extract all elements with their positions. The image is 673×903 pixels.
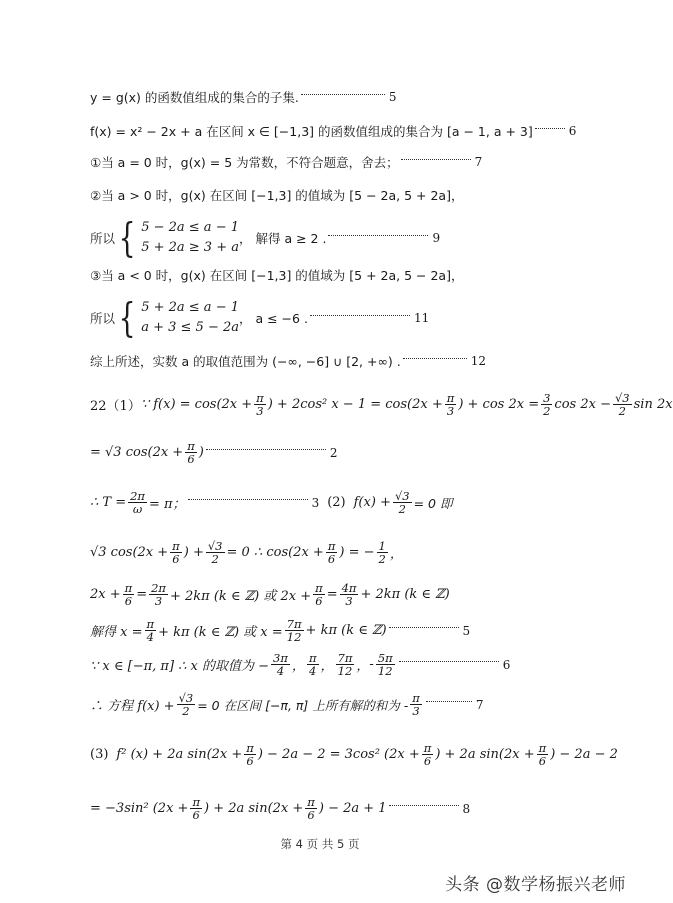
fraction xyxy=(177,692,196,717)
score-mark: 3 xyxy=(311,495,320,510)
denominator: 6 xyxy=(423,754,432,769)
fraction xyxy=(410,692,422,717)
fraction xyxy=(145,618,157,643)
denominator: 6 xyxy=(192,808,200,823)
expr-part: ) + 2a sin(2x + xyxy=(204,801,304,817)
score-mark: 12 xyxy=(470,354,486,368)
numerator: π xyxy=(315,581,323,595)
numerator: 2π xyxy=(151,581,166,595)
fraction xyxy=(149,582,168,607)
fraction xyxy=(190,796,202,821)
expr-part: = xyxy=(326,587,338,603)
denominator: 4 xyxy=(309,664,317,679)
denominator: 6 xyxy=(315,594,323,609)
expr-part: √3 cos(2x + xyxy=(90,545,169,561)
fraction xyxy=(271,652,290,677)
expr-part: + 2kπ (k ∈ ℤ) 或 2x + xyxy=(169,589,312,605)
line-7-prefix: 所以 xyxy=(90,311,116,327)
expr-part: - xyxy=(369,657,374,673)
fraction xyxy=(377,540,388,565)
denominator: 6 xyxy=(187,452,195,467)
denominator: 12 xyxy=(337,664,353,679)
expr-part: = 0 即 xyxy=(413,495,453,511)
expr-part: 解得 x = xyxy=(90,625,143,641)
expr-part: ) + 2a sin(2x + xyxy=(435,747,535,763)
fraction xyxy=(376,652,395,677)
line-5-prefix: 所以 xyxy=(90,231,116,247)
numerator: π xyxy=(187,439,195,453)
line-6 xyxy=(90,266,463,284)
denominator: 4 xyxy=(276,664,285,679)
fraction xyxy=(128,490,147,515)
denominator: 12 xyxy=(377,664,393,679)
expr-part: = 0 ∴ cos(2x + xyxy=(226,545,324,561)
leader-dots xyxy=(206,449,326,450)
expr-part: f(x) + xyxy=(353,495,391,511)
denominator: 2 xyxy=(211,552,219,567)
separator: ， xyxy=(356,659,370,675)
score-mark: 11 xyxy=(413,311,430,326)
numerator: π xyxy=(327,539,336,553)
score-mark: 2 xyxy=(329,445,338,460)
fraction xyxy=(123,582,135,607)
fraction xyxy=(307,652,319,677)
denominator: 2 xyxy=(378,552,386,567)
expr-part: ) + cos 2x = xyxy=(458,397,540,413)
fraction xyxy=(422,742,434,767)
numerator: √3 xyxy=(178,691,194,705)
expr-part: = π； xyxy=(148,497,186,513)
expr-part: ∵ x ∈ [−π, π] ∴ x 的取值为 − xyxy=(90,659,270,675)
expr-part: ) + xyxy=(183,545,204,561)
leader-dots xyxy=(301,94,385,95)
line-9 xyxy=(90,392,673,417)
expr-part: = √3 cos(2x + xyxy=(90,445,184,461)
line-18 xyxy=(90,796,470,821)
line-12 xyxy=(90,540,403,565)
denominator: 2 xyxy=(182,704,190,719)
line-8 xyxy=(90,352,486,370)
line-13 xyxy=(90,582,450,607)
part-label: (2) xyxy=(327,495,346,511)
fraction xyxy=(537,742,549,767)
fraction xyxy=(541,392,552,417)
line-1 xyxy=(90,88,397,106)
separator: ， xyxy=(291,659,305,675)
leader-dots xyxy=(401,159,471,160)
denominator: 6 xyxy=(538,754,547,769)
numerator: π xyxy=(423,741,432,755)
problem-label: 22（1） xyxy=(90,399,141,415)
numerator: π xyxy=(412,691,420,705)
denominator: ω xyxy=(132,502,143,517)
brace-symbol: { xyxy=(118,295,136,342)
leader-dots xyxy=(389,805,459,806)
numerator: 5π xyxy=(377,651,393,665)
expr-part: ) xyxy=(198,445,204,461)
fraction xyxy=(313,582,325,607)
score-mark: 6 xyxy=(502,657,511,672)
line-5-suffix: ， 解得 a ≥ 2 . xyxy=(239,231,327,247)
score-mark: 7 xyxy=(474,155,483,169)
leader-dots xyxy=(310,315,410,316)
score-mark: 8 xyxy=(462,801,471,816)
numerator: π xyxy=(192,795,200,809)
score-mark: 5 xyxy=(388,90,397,104)
expr-part: ) − 2a − 2 xyxy=(550,747,618,763)
expr-part: + kπ (k ∈ ℤ) xyxy=(305,623,387,639)
score-mark: 5 xyxy=(462,623,471,638)
expr-part: ) = − xyxy=(339,545,375,561)
fraction xyxy=(185,440,197,465)
fraction xyxy=(254,392,266,417)
denominator: 12 xyxy=(286,630,302,645)
score-mark: 7 xyxy=(475,697,484,712)
fraction xyxy=(336,652,355,677)
numerator: 3π xyxy=(273,651,288,665)
numerator: √3 xyxy=(207,539,223,553)
system-row-1: 5 + 2a ≤ a − 1 xyxy=(141,300,239,315)
leader-dots xyxy=(426,701,472,702)
expr-part: 2x + xyxy=(90,587,121,603)
denominator: 6 xyxy=(124,594,133,609)
line-2 xyxy=(90,122,576,140)
denominator: 4 xyxy=(146,630,154,645)
numerator: π xyxy=(146,617,155,631)
expr-part: ∵ f(x) = cos(2x + xyxy=(140,397,253,413)
line-14 xyxy=(90,618,470,643)
denominator: 2 xyxy=(398,502,406,517)
leader-dots xyxy=(328,235,428,236)
inequality-system xyxy=(141,298,239,338)
leader-dots xyxy=(389,627,459,628)
fraction xyxy=(206,540,225,565)
denominator: 6 xyxy=(327,552,336,567)
numerator: π xyxy=(124,581,133,595)
numerator: 2π xyxy=(130,489,145,503)
line-6-text: ③当 a < 0 时，g(x) 在区间 [−1,3] 的值域为 [5 + 2a, 5 − 2a]， xyxy=(90,268,464,283)
expr-part: cos 2x − xyxy=(554,397,611,413)
expr-part: ) − 2a + 1 xyxy=(318,801,387,817)
expr-part: f² (x) + 2a sin(2x + xyxy=(116,747,243,763)
numerator: π xyxy=(307,795,315,809)
leader-dots xyxy=(188,499,308,500)
fraction xyxy=(326,540,338,565)
brace-symbol: { xyxy=(118,215,136,262)
part-label: (3) xyxy=(90,747,109,763)
expr-part: = xyxy=(136,587,148,603)
denominator: 3 xyxy=(154,594,163,609)
line-7-suffix: ， a ≤ −6 . xyxy=(239,311,308,327)
line-15 xyxy=(90,652,510,677)
fraction xyxy=(340,582,359,607)
numerator: π xyxy=(538,741,547,755)
expr-part: ∴ 方程 f(x) + xyxy=(90,699,175,715)
numerator: 4π xyxy=(341,581,357,595)
leader-dots xyxy=(535,128,565,129)
denominator: 6 xyxy=(307,808,315,823)
line-10 xyxy=(90,440,337,465)
expr-part: ) + 2cos² x − 1 = cos(2x + xyxy=(267,397,443,413)
fraction xyxy=(244,742,256,767)
line-8-text: 综上所述，实数 a 的取值范围为 (−∞, −6] ∪ [2, +∞) . xyxy=(90,354,401,369)
denominator: 2 xyxy=(618,404,626,419)
denominator: 6 xyxy=(172,552,180,567)
line-2-text: f(x) = x² − 2x + a 在区间 x ∈ [−1,3] 的函数值组成的集合为 [a − 1, a + 3] xyxy=(90,124,533,139)
expr-part: + 2kπ (k ∈ ℤ) xyxy=(360,587,450,603)
leader-dots xyxy=(403,358,467,359)
numerator: 7π xyxy=(337,651,353,665)
line-5 xyxy=(90,215,441,262)
numerator: π xyxy=(246,741,254,755)
watermark: 头条 @数学杨振兴老师 xyxy=(445,875,626,895)
line-1-text: y = g(x) 的函数值组成的集合的子集. xyxy=(90,90,299,105)
line-3-text: ①当 a = 0 时，g(x) = 5 为常数，不符合题意，舍去； xyxy=(90,155,399,170)
numerator: √3 xyxy=(394,489,410,503)
expr-part: ) − 2a − 2 = 3cos² (2x + xyxy=(257,747,420,763)
numerator: 1 xyxy=(378,539,386,553)
system-row-2: 5 + 2a ≥ 3 + a xyxy=(141,240,239,256)
line-4 xyxy=(90,186,463,204)
page-footer: 第 4 页 共 5 页 xyxy=(280,837,360,851)
denominator: 6 xyxy=(246,754,254,769)
denominator: 3 xyxy=(345,594,353,609)
fraction xyxy=(170,540,182,565)
score-mark: 6 xyxy=(568,124,577,138)
expr-part: ， xyxy=(389,547,403,563)
expr-part: ∴ T = xyxy=(90,495,127,511)
separator: ， xyxy=(320,659,334,675)
denominator: 3 xyxy=(412,704,420,719)
expr-part: + kπ (k ∈ ℤ) 或 x = xyxy=(158,625,283,641)
line-7 xyxy=(90,295,430,342)
fraction xyxy=(285,618,304,643)
fraction xyxy=(393,490,412,515)
inequality-system xyxy=(141,218,239,258)
system-row-1: 5 − 2a ≤ a − 1 xyxy=(141,220,239,235)
line-3 xyxy=(90,153,482,171)
line-17 xyxy=(90,742,618,767)
denominator: 3 xyxy=(446,404,455,419)
expr-part: sin 2x xyxy=(633,397,673,413)
fraction xyxy=(445,392,457,417)
numerator: π xyxy=(172,539,180,553)
expr-part: = 0 在区间 [−π, π] 上所有解的和为 - xyxy=(197,697,409,713)
numerator: 7π xyxy=(286,617,302,631)
numerator: π xyxy=(256,391,264,405)
expr-part: = −3sin² (2x + xyxy=(90,801,189,817)
leader-dots xyxy=(399,661,499,662)
fraction xyxy=(613,392,632,417)
denominator: 2 xyxy=(543,404,551,419)
numerator: π xyxy=(446,391,455,405)
line-16 xyxy=(90,692,483,717)
line-11 xyxy=(90,490,452,515)
fraction xyxy=(305,796,317,821)
score-mark: 9 xyxy=(432,231,441,246)
line-4-text: ②当 a > 0 时，g(x) 在区间 [−1,3] 的值域为 [5 − 2a, 5 + 2a]， xyxy=(90,188,464,203)
numerator: 3 xyxy=(543,391,551,405)
denominator: 3 xyxy=(256,404,264,419)
system-row-2: a + 3 ≤ 5 − 2a xyxy=(141,320,239,336)
numerator: √3 xyxy=(614,391,630,405)
numerator: π xyxy=(308,651,317,665)
